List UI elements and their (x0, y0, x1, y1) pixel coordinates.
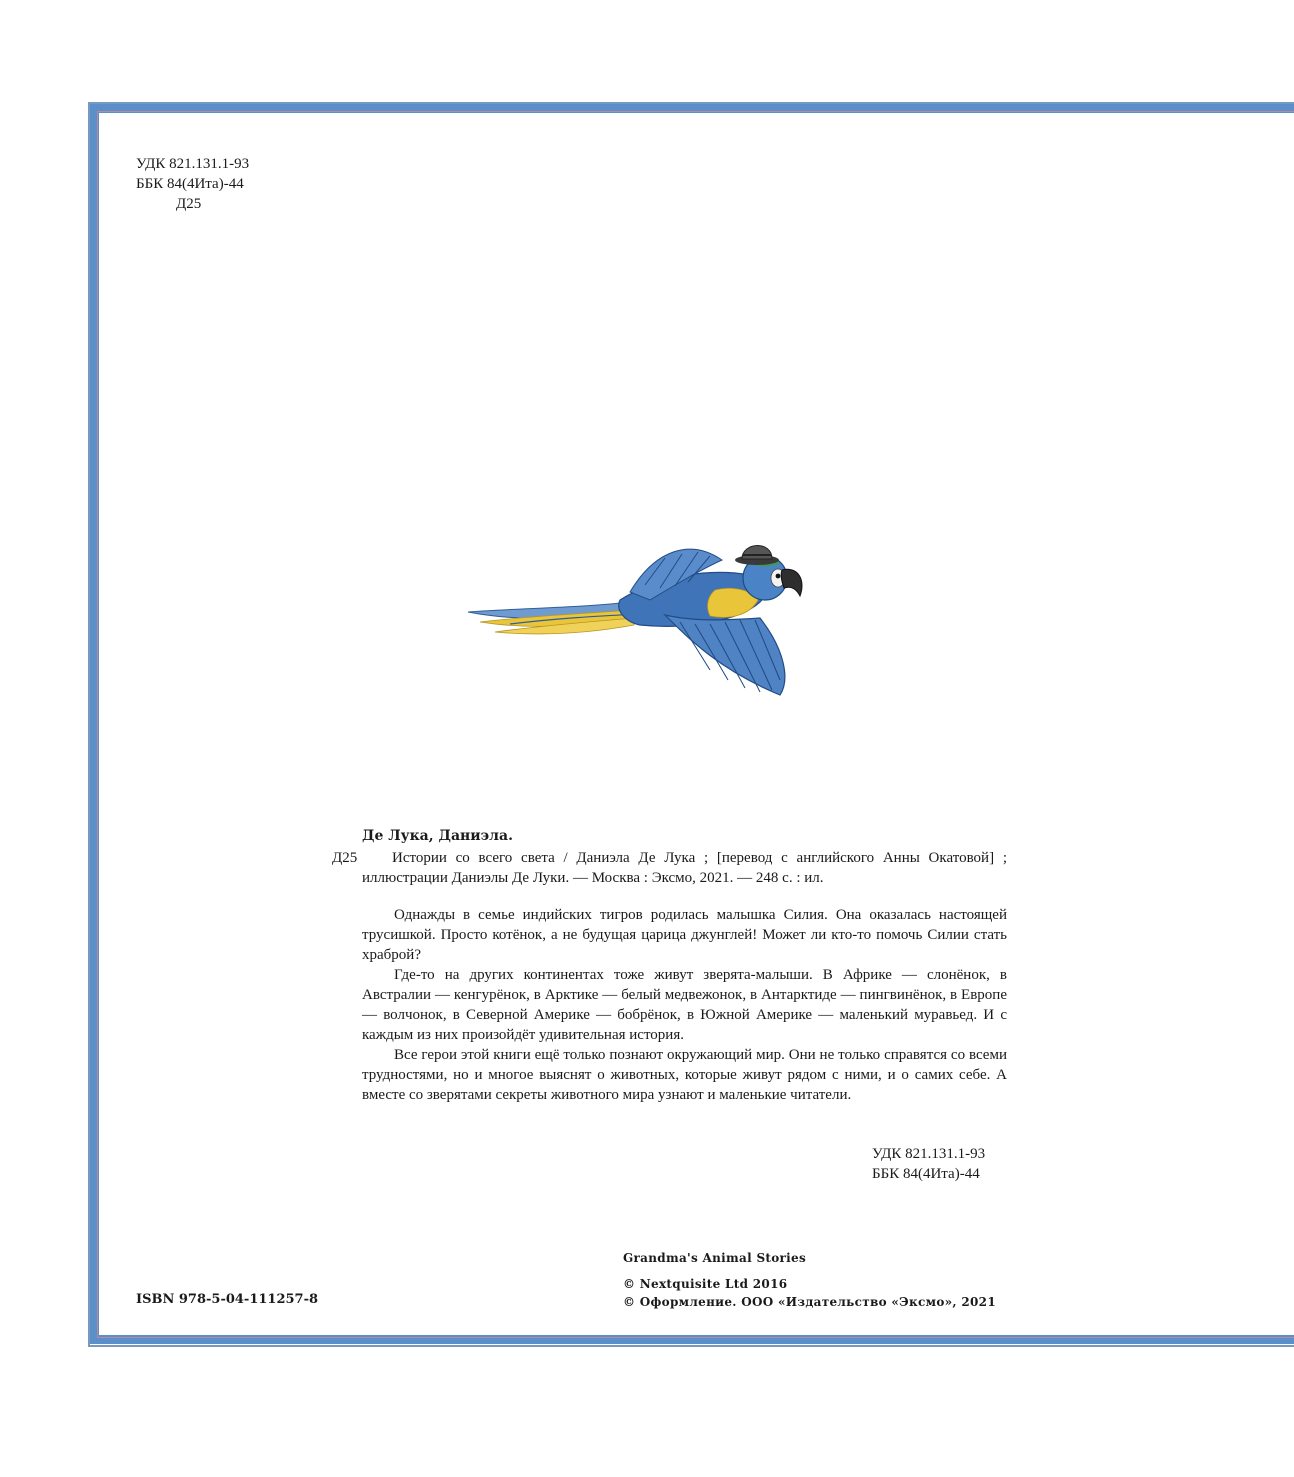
classification-codes (136, 154, 249, 214)
rights-block (623, 1249, 996, 1311)
author-mark: Д25 (176, 196, 202, 212)
bbk-code: ББК 84(4Ита)-44 (136, 176, 244, 192)
catalog-classification-codes (872, 1144, 985, 1184)
udk-code: УДК 821.131.1-93 (136, 156, 250, 172)
parrot-illustration (460, 530, 810, 705)
author-name: Де Лука, Даниэла. (362, 828, 513, 844)
copyright-original: © Nextquisite Ltd 2016 (623, 1277, 788, 1291)
isbn: ISBN 978-5-04-111257-8 (136, 1292, 319, 1307)
page-frame-inner (97, 111, 1294, 1338)
catalog-author-mark: Д25 (332, 850, 358, 866)
catalog-udk: УДК 821.131.1-93 (872, 1146, 986, 1162)
annotation-paragraph: Где-то на других континентах тоже живут зверята-малыши. В Африке — слонёнок, в Австралии — кенгурёнок, в Арктике — белый медвежонок, в Антарктиде — пингвинёнок, в Европе — волчонок, в Северной Америке — бобрёнок, в Южной Америке — маленький муравьед. И с каждым из них произойдёт удивительная история. (362, 967, 1007, 1043)
catalog-bbk: ББК 84(4Ита)-44 (872, 1166, 980, 1182)
copyright-design: © Оформление. ООО «Издательство «Эксмо», 2021 (623, 1295, 996, 1309)
bibliographic-description: Истории со всего света / Даниэла Де Лука ; [перевод с английского Анны Окатовой] ; иллюстрации Даниэлы Де Луки. — Москва : Эксмо, 2021. — 248 с. : ил. (362, 850, 1007, 886)
description-row (332, 848, 1007, 888)
original-title: Grandma's Animal Stories (623, 1251, 807, 1265)
annotation (362, 905, 1007, 1105)
catalog-record (332, 826, 1007, 1105)
annotation-paragraph: Однажды в семье индийских тигров родилась малышка Силия. Она оказалась настоящей трусишкой. Просто котёнок, а не будущая царица джунглей! Может ли кто-то помочь Силии стать храброй? (362, 907, 1007, 963)
annotation-paragraph: Все герои этой книги ещё только познают окружающий мир. Они не только справятся со всеми трудностями, но и многое выяснят о животных, которые живут рядом с ними, и о самих себе. А вместе со зверятами секреты животного мира узнают и маленькие читатели. (362, 1047, 1007, 1103)
